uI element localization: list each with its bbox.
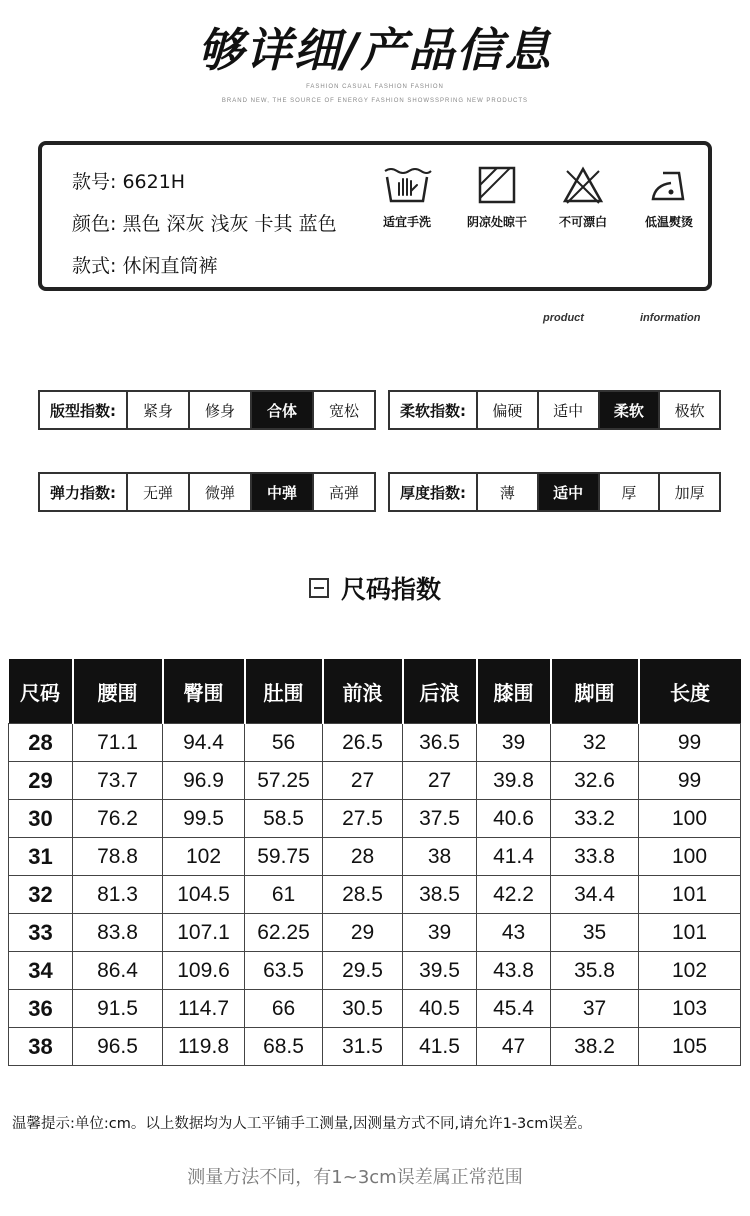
measurement-cell: 33.8 [551, 838, 639, 876]
measurement-cell: 41.4 [477, 838, 551, 876]
measurement-cell: 39.8 [477, 762, 551, 800]
measurement-cell: 57.25 [245, 762, 323, 800]
measurement-cell: 94.4 [163, 724, 245, 762]
measurement-cell: 32.6 [551, 762, 639, 800]
measurement-cell: 104.5 [163, 876, 245, 914]
measurement-cell: 30.5 [323, 990, 403, 1028]
measurement-cell: 59.75 [245, 838, 323, 876]
no-bleach-icon [561, 165, 605, 205]
size-cell: 34 [9, 952, 73, 990]
measurement-cell: 38.2 [551, 1028, 639, 1066]
measurement-cell: 27 [403, 762, 477, 800]
measurement-cell: 38.5 [403, 876, 477, 914]
care-low-iron [624, 165, 714, 230]
size-cell: 33 [9, 914, 73, 952]
measurement-cell: 68.5 [245, 1028, 323, 1066]
measurement-cell: 81.3 [73, 876, 163, 914]
measurement-cell: 27.5 [323, 800, 403, 838]
measurement-cell: 100 [639, 800, 741, 838]
elasticity-index [38, 472, 376, 512]
measurement-cell: 33.2 [551, 800, 639, 838]
measurement-cell: 86.4 [73, 952, 163, 990]
measurement-cell: 100 [639, 838, 741, 876]
measurement-cell: 45.4 [477, 990, 551, 1028]
measurement-cell: 28.5 [323, 876, 403, 914]
style-type: 款式: 休闲直筒裤 [72, 255, 218, 277]
measurement-cell: 40.6 [477, 800, 551, 838]
measurement-cell: 107.1 [163, 914, 245, 952]
measurement-cell: 36.5 [403, 724, 477, 762]
care-label: 适宜手洗 [382, 215, 431, 229]
fit-option: 修身 [190, 392, 252, 428]
table-row [9, 838, 741, 876]
size-cell: 36 [9, 990, 73, 1028]
care-shade-dry [452, 165, 542, 230]
measurement-cell: 99 [639, 724, 741, 762]
table-row [9, 1028, 741, 1066]
measurement-note: 温馨提示:单位:cm。以上数据均为人工平铺手工测量,因测量方式不同,请允许1-3cm误差。 [12, 1116, 592, 1132]
softness-index-label: 柔软指数: [390, 392, 478, 428]
measurement-cell: 32 [551, 724, 639, 762]
care-no-bleach [538, 165, 628, 230]
fit-option: 合体 [252, 392, 314, 428]
size-cell: 31 [9, 838, 73, 876]
measurement-cell: 119.8 [163, 1028, 245, 1066]
measurement-cell: 91.5 [73, 990, 163, 1028]
measurement-cell: 26.5 [323, 724, 403, 762]
measurement-cell: 37.5 [403, 800, 477, 838]
care-hand-wash [362, 165, 452, 230]
measurement-cell: 40.5 [403, 990, 477, 1028]
page-title: 够详细/产品信息 [197, 23, 553, 77]
measurement-cell: 43.8 [477, 952, 551, 990]
measurement-cell: 101 [639, 914, 741, 952]
measurement-cell: 35.8 [551, 952, 639, 990]
care-label: 不可漂白 [558, 215, 607, 229]
minus-box-icon [309, 578, 329, 598]
measurement-cell: 43 [477, 914, 551, 952]
column-header: 后浪 [403, 659, 477, 724]
table-row [9, 990, 741, 1028]
color-options: 颜色: 黑色 深灰 浅灰 卡其 蓝色 [72, 213, 337, 235]
measurement-cell: 35 [551, 914, 639, 952]
thickness-option: 适中 [539, 474, 600, 510]
table-row [9, 800, 741, 838]
size-cell: 32 [9, 876, 73, 914]
elasticity-index-label: 弹力指数: [40, 474, 128, 510]
measurement-cell: 29.5 [323, 952, 403, 990]
measurement-cell: 63.5 [245, 952, 323, 990]
information-tag: information [640, 312, 701, 324]
fit-index-label: 版型指数: [40, 392, 128, 428]
tagline-bottom: BRAND NEW, THE SOURCE OF ENERGY FASHION SHOWSSPRING NEW PRODUCTS [221, 98, 529, 104]
fit-option: 宽松 [328, 401, 359, 420]
column-header: 尺码 [9, 659, 73, 724]
measurement-cell: 39 [403, 914, 477, 952]
measurement-cell: 99.5 [163, 800, 245, 838]
measurement-cell: 73.7 [73, 762, 163, 800]
measurement-cell: 42.2 [477, 876, 551, 914]
column-header: 臀围 [163, 659, 245, 724]
measurement-cell: 105 [639, 1028, 741, 1066]
product-info-box [38, 141, 712, 291]
measurement-cell: 101 [639, 876, 741, 914]
softness-option: 偏硬 [478, 392, 539, 428]
column-header: 腰围 [73, 659, 163, 724]
measurement-cell: 71.1 [73, 724, 163, 762]
measurement-cell: 38 [403, 838, 477, 876]
softness-option: 极软 [674, 401, 705, 420]
size-section-title: 尺码指数 [340, 575, 441, 604]
measurement-cell: 78.8 [73, 838, 163, 876]
softness-index [388, 390, 721, 430]
measurement-cell: 103 [639, 990, 741, 1028]
measurement-cell: 31.5 [323, 1028, 403, 1066]
column-header: 长度 [639, 659, 741, 724]
elasticity-option: 无弹 [128, 474, 190, 510]
care-label: 低温熨烫 [644, 215, 693, 229]
measurement-cell: 99 [639, 762, 741, 800]
measurement-cell: 34.4 [551, 876, 639, 914]
fit-index [38, 390, 376, 430]
thickness-index-label: 厚度指数: [390, 474, 478, 510]
thickness-option: 加厚 [674, 483, 705, 502]
column-header: 膝围 [477, 659, 551, 724]
thickness-option: 厚 [600, 474, 661, 510]
table-row [9, 762, 741, 800]
measurement-cell: 96.9 [163, 762, 245, 800]
size-cell: 28 [9, 724, 73, 762]
measurement-cell: 58.5 [245, 800, 323, 838]
size-table-header [9, 659, 741, 724]
thickness-index [388, 472, 721, 512]
table-row [9, 724, 741, 762]
elasticity-option: 微弹 [190, 474, 252, 510]
softness-option: 柔软 [600, 392, 661, 428]
measurement-cell: 56 [245, 724, 323, 762]
column-header: 肚围 [245, 659, 323, 724]
measurement-cell: 29 [323, 914, 403, 952]
measurement-cell: 66 [245, 990, 323, 1028]
style-number: 款号: 6621H [72, 171, 186, 193]
measurement-cell: 39 [477, 724, 551, 762]
measurement-cell: 83.8 [73, 914, 163, 952]
size-table-body [9, 724, 741, 1066]
size-table [8, 659, 741, 1066]
column-header: 前浪 [323, 659, 403, 724]
footer-note: 测量方法不同，有1~3cm误差属正常范围 [187, 1167, 523, 1188]
measurement-cell: 39.5 [403, 952, 477, 990]
measurement-cell: 27 [323, 762, 403, 800]
measurement-cell: 114.7 [163, 990, 245, 1028]
fit-option: 紧身 [128, 392, 190, 428]
measurement-cell: 47 [477, 1028, 551, 1066]
measurement-cell: 28 [323, 838, 403, 876]
hand-wash-icon [381, 165, 433, 205]
tagline-top: FASHION CASUAL FASHION FASHION [306, 84, 444, 90]
measurement-cell: 109.6 [163, 952, 245, 990]
column-header: 脚围 [551, 659, 639, 724]
table-row [9, 914, 741, 952]
measurement-cell: 76.2 [73, 800, 163, 838]
table-row [9, 952, 741, 990]
elasticity-option: 中弹 [252, 474, 314, 510]
size-cell: 29 [9, 762, 73, 800]
measurement-cell: 102 [639, 952, 741, 990]
size-cell: 30 [9, 800, 73, 838]
measurement-cell: 96.5 [73, 1028, 163, 1066]
measurement-cell: 62.25 [245, 914, 323, 952]
measurement-cell: 61 [245, 876, 323, 914]
measurement-cell: 41.5 [403, 1028, 477, 1066]
care-label: 阴凉处晾干 [466, 215, 527, 229]
elasticity-option: 高弹 [328, 483, 359, 502]
thickness-option: 薄 [478, 474, 539, 510]
size-cell: 38 [9, 1028, 73, 1066]
measurement-cell: 37 [551, 990, 639, 1028]
table-row [9, 876, 741, 914]
low-iron-icon [649, 165, 689, 205]
size-section-header [0, 570, 750, 606]
product-tag: product [543, 312, 584, 324]
softness-option: 适中 [539, 392, 600, 428]
shade-dry-icon [477, 165, 517, 205]
measurement-cell: 102 [163, 838, 245, 876]
